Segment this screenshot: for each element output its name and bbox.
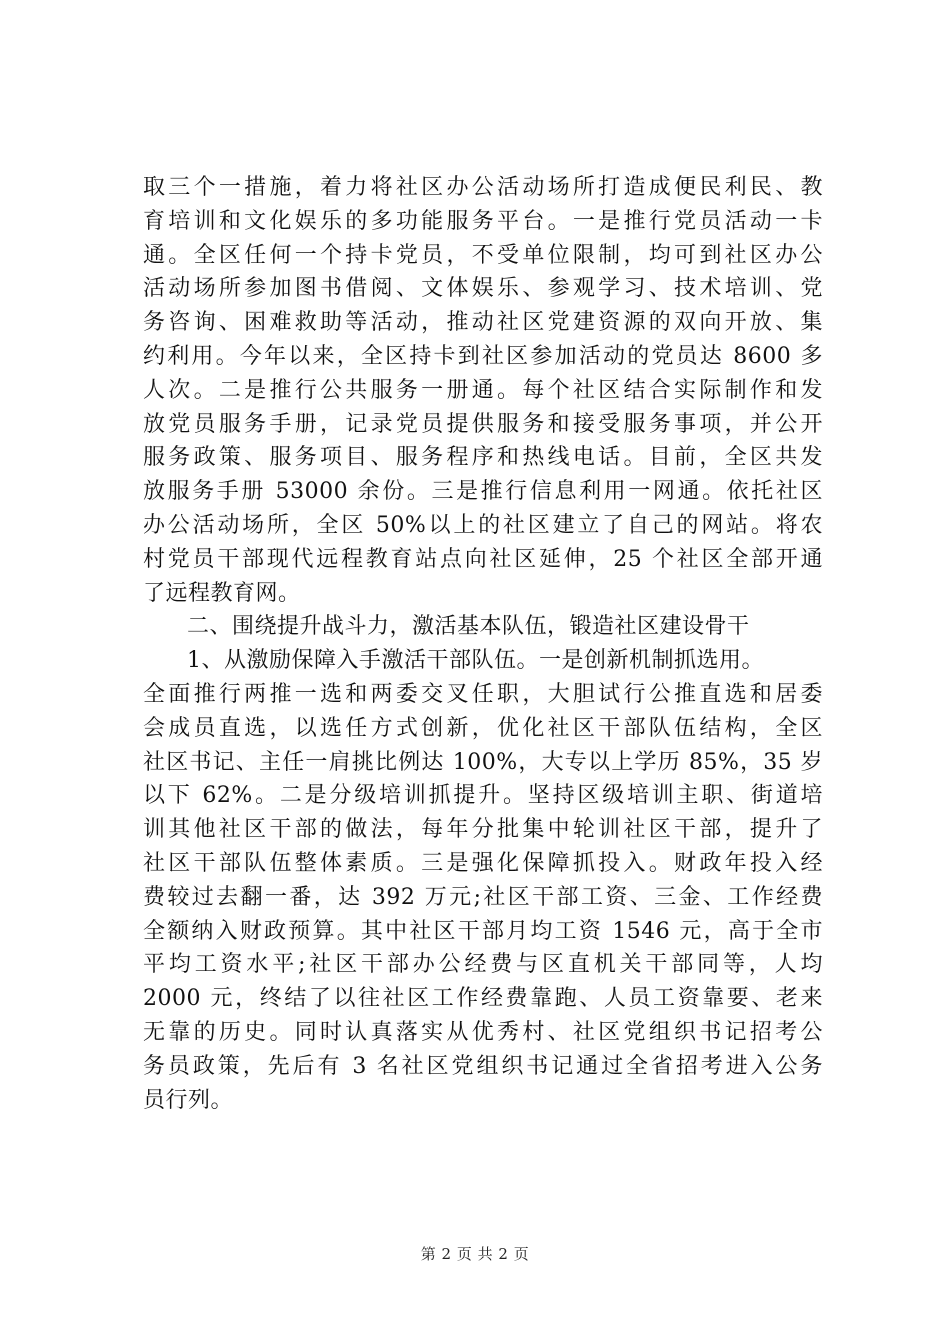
- body-line: 约利用。今年以来，全区持卡到社区参加活动的党员达 8600 多: [143, 343, 823, 369]
- body-line: 育培训和文化娱乐的多功能服务平台。一是推行党员活动一卡: [143, 208, 823, 234]
- body-line: 务员政策，先后有 3 名社区党组织书记通过全省招考进入公务: [143, 1053, 823, 1079]
- body-line: 放服务手册 53000 余份。三是推行信息利用一网通。依托社区: [143, 479, 823, 505]
- body-line: 2000 元，终结了以往社区工作经费靠跑、人员工资靠要、老来: [143, 986, 823, 1012]
- body-line: 人次。二是推行公共服务一册通。每个社区结合实际制作和发: [143, 377, 823, 403]
- body-line: 全面推行两推一选和两委交叉任职，大胆试行公推直选和居委: [143, 681, 823, 707]
- body-line: 全额纳入财政预算。其中社区干部月均工资 1546 元，高于全市: [143, 918, 823, 944]
- section-heading: 二、围绕提升战斗力，激活基本队伍，锻造社区建设骨干: [187, 614, 750, 640]
- body-line: 员行列。: [143, 1087, 234, 1113]
- body-line: 了远程教育网。: [143, 580, 301, 606]
- body-line: 社区干部队伍整体素质。三是强化保障抓投入。财政年投入经: [143, 850, 823, 876]
- body-line: 费较过去翻一番，达 392 万元;社区干部工资、三金、工作经费: [143, 884, 823, 910]
- document-body: [143, 171, 823, 1117]
- body-line: 社区书记、主任一肩挑比例达 100%，大专以上学历 85%，35 岁: [143, 749, 823, 775]
- body-line: 以下 62%。二是分级培训抓提升。坚持区级培训主职、街道培: [143, 783, 823, 809]
- body-line: 村党员干部现代远程教育站点向社区延伸，25 个社区全部开通: [143, 546, 823, 572]
- body-line: 平均工资水平;社区干部办公经费与区直机关干部同等，人均: [143, 952, 823, 978]
- body-line: 服务政策、服务项目、服务程序和热线电话。目前，全区共发: [143, 445, 823, 471]
- body-line: 放党员服务手册，记录党员提供服务和接受服务事项，并公开: [143, 411, 823, 437]
- body-line: 活动场所参加图书借阅、文体娱乐、参观学习、技术培训、党: [143, 276, 823, 302]
- body-line: 会成员直选，以选任方式创新，优化社区干部队伍结构，全区: [143, 715, 823, 741]
- body-line: 办公活动场所，全区 50%以上的社区建立了自己的网站。将农: [143, 512, 823, 538]
- body-line: 1、从激励保障入手激活干部队伍。一是创新机制抓选用。: [187, 648, 764, 674]
- page-number-footer: 第 2 页 共 2 页: [420, 1245, 530, 1263]
- body-line: 务咨询、困难救助等活动，推动社区党建资源的双向开放、集: [143, 310, 823, 336]
- body-line: 训其他社区干部的做法，每年分批集中轮训社区干部，提升了: [143, 817, 823, 843]
- body-line: 无靠的历史。同时认真落实从优秀村、社区党组织书记招考公: [143, 1019, 823, 1045]
- body-line: 取三个一措施，着力将社区办公活动场所打造成便民利民、教: [143, 175, 823, 200]
- body-line: 通。全区任何一个持卡党员，不受单位限制，均可到社区办公: [143, 242, 823, 268]
